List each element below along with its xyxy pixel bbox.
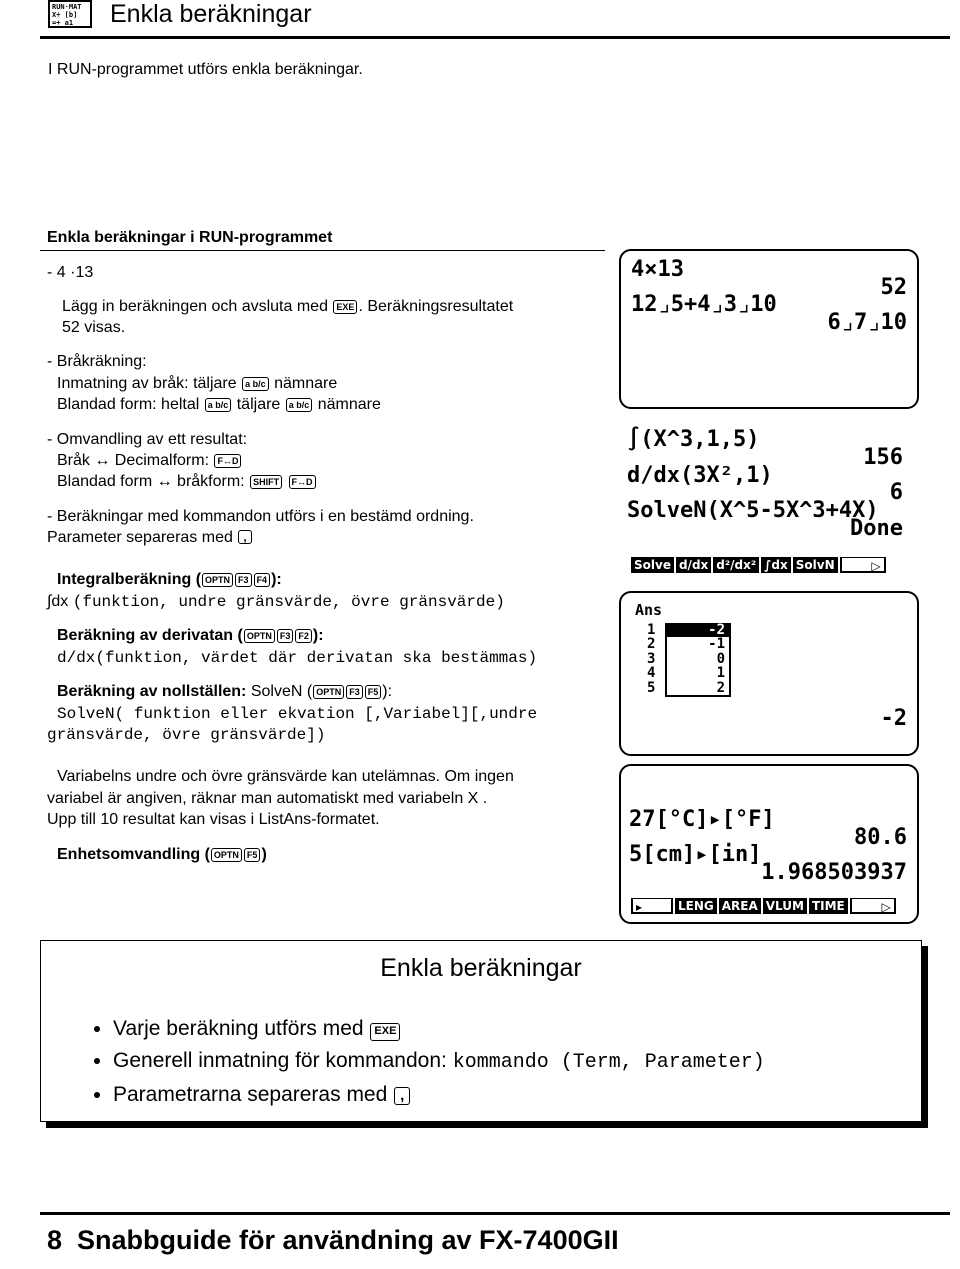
menu-convert[interactable]: ▸	[631, 898, 673, 914]
footer-text: 8 Snabbguide för användning av FX-7400GII	[47, 1225, 619, 1255]
listans-value: 2	[667, 681, 729, 697]
screen-line: ∫(X^3,1,5)	[627, 427, 760, 452]
menu-leng[interactable]: LENG	[675, 898, 717, 914]
fd-key-icon: F↔D	[289, 475, 316, 489]
listans-value: 0	[716, 650, 725, 667]
note-3: Upp till 10 resultat kan visas i ListAns-formatet.	[47, 811, 380, 828]
listans-index	[647, 623, 663, 695]
footer-rule	[40, 1212, 950, 1215]
menu-solvn[interactable]: SolvN	[793, 557, 838, 573]
convert-2	[57, 472, 317, 492]
screen-line: 12⌟5+4⌟3⌟10	[631, 292, 777, 317]
icon-line: X÷ [b]	[52, 11, 78, 19]
listans-index-item: 5	[647, 679, 656, 696]
f3-key-icon: F3	[346, 685, 363, 699]
convert-head: - Omvandling av ett resultat:	[47, 431, 248, 448]
fraction-key-icon: a b/c	[242, 377, 269, 391]
listans-index-item: 3	[647, 650, 656, 667]
listans-value: -2	[667, 623, 729, 637]
deriv-head-b: ):	[312, 627, 324, 644]
summary-item	[113, 1082, 765, 1108]
calc-text	[62, 297, 513, 317]
menu-area[interactable]: AREA	[719, 898, 761, 914]
deriv-syntax: d/dx(funktion, värdet där derivatan ska bestämmas)	[57, 649, 538, 667]
integral-head-a: Integralberäkning (	[57, 571, 202, 588]
unit-head-b: )	[261, 846, 267, 863]
integral-syntax-b: (funktion, undre gränsvärde, övre gränsvärde)	[72, 593, 505, 611]
calc-screen-commands	[619, 417, 915, 583]
integral-syntax-a: ∫dx	[47, 593, 69, 610]
solve-syntax-1: SolveN( funktion eller ekvation [,Variabel][,undre	[57, 705, 538, 723]
menu-next[interactable]: ▷	[840, 557, 886, 573]
listans-index-item: 4	[647, 665, 656, 682]
note-2: variabel är angiven, räknar man automatiskt med variabeln X .	[47, 790, 488, 807]
f5-key-icon: F5	[365, 685, 382, 699]
calc-screen-fractions	[619, 249, 919, 409]
commands-2-text: Parameter separeras med	[47, 529, 233, 546]
listans-label: Ans	[635, 601, 663, 619]
shift-key-icon: SHIFT	[250, 475, 282, 489]
screen-line: SolveN(X^5-5X^3+4X)	[627, 498, 879, 523]
listans-result: -2	[880, 706, 907, 731]
integral-head-b: ):	[271, 571, 282, 588]
solve-head-b: SolveN (	[250, 683, 313, 700]
header-rule	[40, 36, 950, 39]
calc-text-c: 52 visas.	[62, 319, 126, 336]
f4-key-icon: F4	[254, 573, 271, 587]
section-title: Enkla beräkningar i RUN-programmet	[47, 229, 333, 246]
exe-key-icon: EXE	[370, 1023, 400, 1041]
summary-item-2b: kommando (Term, Parameter)	[452, 1051, 765, 1074]
screen-result: 6⌟7⌟10	[827, 310, 907, 335]
optn-key-icon: OPTN	[244, 629, 275, 643]
unit-head	[57, 845, 267, 865]
screen-result: Done	[850, 516, 903, 541]
calc-screen-units	[619, 764, 919, 924]
comma-key-icon: ,	[238, 530, 251, 544]
menu-solve[interactable]: Solve	[631, 557, 674, 573]
screen-line: 4×13	[631, 257, 684, 282]
screen-result: 52	[880, 275, 907, 300]
icon-line: =+ a1	[52, 19, 74, 27]
fraction-key-icon: a b/c	[286, 398, 313, 412]
solve-syntax-2: gränsvärde, övre gränsvärde])	[47, 726, 326, 744]
fraction-mixed-a: Blandad form: heltal	[57, 396, 200, 413]
header-icon	[48, 0, 92, 28]
f2-key-icon: F2	[295, 629, 312, 643]
fraction-input-a: Inmatning av bråk: täljare	[57, 375, 237, 392]
fraction-input	[57, 374, 337, 394]
optn-key-icon: OPTN	[211, 848, 242, 862]
function-menu	[631, 557, 886, 573]
calc-example: - 4 ·13	[47, 264, 94, 281]
commands-2	[47, 528, 253, 548]
exe-key-icon: EXE	[333, 300, 357, 314]
f3-key-icon: F3	[277, 629, 294, 643]
solve-head	[57, 682, 392, 702]
screen-result: 80.6	[854, 825, 907, 850]
calc-text-a: Lägg in beräkningen och avsluta med	[62, 298, 328, 315]
menu-next[interactable]: ▷	[850, 898, 896, 914]
screen-line: 27[°C]▸[°F]	[629, 807, 775, 832]
summary-item-1: Varje beräkning utförs med	[113, 1017, 364, 1040]
deriv-head	[57, 626, 324, 646]
solve-head-c: ):	[382, 683, 393, 700]
summary-item	[113, 1016, 765, 1042]
section-rule	[40, 250, 605, 251]
fraction-mixed	[57, 395, 381, 415]
commands-1: - Beräkningar med kommandon utförs i en bestämd ordning.	[47, 508, 474, 525]
screen-result: 1.968503937	[761, 860, 907, 885]
comma-key-icon: ,	[394, 1087, 410, 1105]
intro-text: I RUN-programmet utförs enkla beräkningar.	[48, 61, 363, 78]
screen-result: 156	[863, 445, 903, 470]
summary-box	[40, 940, 922, 1122]
summary-title: Enkla beräkningar	[380, 954, 582, 982]
calc-text-b: . Beräkningsresultatet	[358, 298, 514, 315]
summary-item-2a: Generell inmatning för kommandon:	[113, 1049, 447, 1072]
deriv-head-a: Beräkning av derivatan (	[57, 627, 243, 644]
menu-time[interactable]: TIME	[809, 898, 848, 914]
fraction-head: - Bråkräkning:	[47, 353, 147, 370]
listans-index-item: 1	[647, 622, 656, 638]
listans-index-item: 2	[647, 636, 656, 653]
fraction-mixed-c: nämnare	[317, 396, 381, 413]
f5-key-icon: F5	[244, 848, 261, 862]
fd-key-icon: F↔D	[214, 454, 241, 468]
unit-head-a: Enhetsomvandling (	[57, 846, 210, 863]
convert-1-text: Bråk ↔ Decimalform:	[57, 452, 210, 469]
summary-item	[113, 1048, 765, 1076]
integral-head	[57, 570, 282, 590]
note-1: Variabelns undre och övre gränsvärde kan utelämnas. Om ingen	[57, 768, 514, 785]
screen-line: d/dx(3X²,1)	[627, 463, 773, 488]
menu-d2dx2[interactable]: d²/dx²	[713, 557, 759, 573]
summary-item-3: Parametrarna separeras med	[113, 1083, 388, 1106]
listans-value: -1	[708, 636, 725, 653]
menu-ddx[interactable]: d/dx	[676, 557, 711, 573]
icon-line: RUN·MAT	[52, 3, 82, 11]
menu-vlum[interactable]: VLUM	[763, 898, 807, 914]
fraction-key-icon: a b/c	[205, 398, 232, 412]
optn-key-icon: OPTN	[313, 685, 344, 699]
menu-integral[interactable]: ∫dx	[761, 557, 791, 573]
listans-column	[665, 623, 731, 697]
screen-result: 6	[889, 480, 903, 505]
integral-syntax	[47, 592, 505, 612]
calc-screen-listans	[619, 591, 919, 756]
summary-list	[83, 1016, 765, 1114]
fraction-input-b: nämnare	[274, 375, 338, 392]
function-menu	[631, 898, 896, 914]
listans-value: 1	[716, 665, 725, 682]
screen-line: 5[cm]▸[in]	[629, 842, 762, 867]
fraction-mixed-b: täljare	[236, 396, 281, 413]
optn-key-icon: OPTN	[202, 573, 233, 587]
convert-1	[57, 451, 242, 471]
page-title: Enkla beräkningar	[110, 0, 312, 28]
solve-head-a: Beräkning av nollställen:	[57, 683, 247, 700]
convert-2-text: Blandad form ↔ bråkform:	[57, 473, 245, 490]
f3-key-icon: F3	[235, 573, 252, 587]
